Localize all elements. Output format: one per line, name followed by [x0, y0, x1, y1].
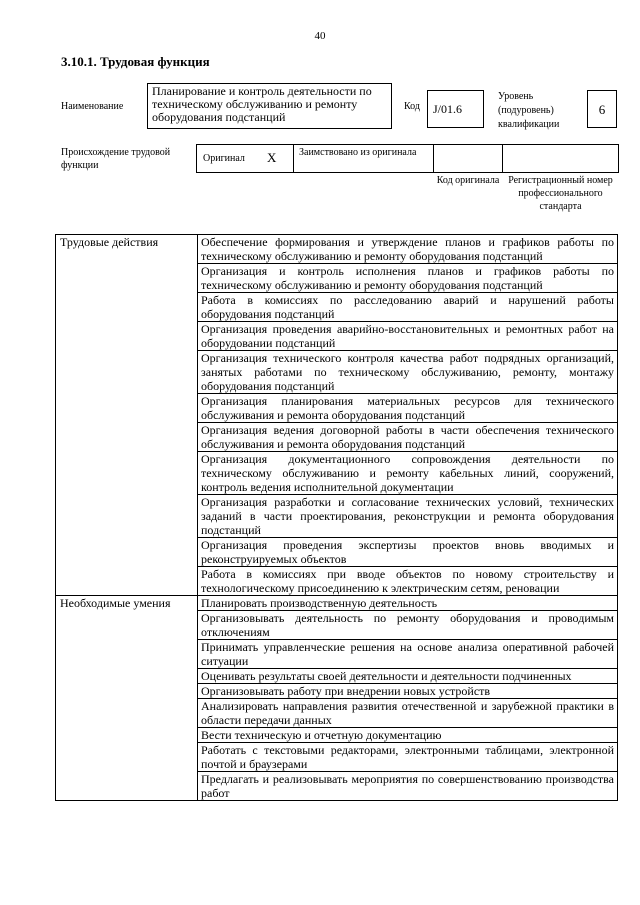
labor-action-row — [56, 235, 618, 264]
required-skill-item: Оценивать результаты своей деятельности и деятельности подчиненных — [198, 669, 618, 684]
section-title: 3.10.1. Трудовая функция — [61, 54, 210, 69]
labor-action-item: Организация проведения экспертизы проектов вновь вводимых и реконструируемых объектов — [198, 538, 618, 567]
registration-number-box — [502, 144, 619, 173]
labor-action-item: Организация планирования материальных ресурсов для технического обслуживания и ремонта оборудования подстанций — [198, 394, 618, 423]
labor-action-item: Организация проведения аварийно-восстановительных и ремонтных работ на оборудовании подстанций — [198, 322, 618, 351]
required-skill-item: Планировать производственную деятельность — [198, 596, 618, 611]
required-skill-item: Предлагать и реализовывать мероприятия по совершенствованию производства работ — [198, 772, 618, 801]
function-table — [55, 234, 618, 801]
borrowed-box: Заимствовано из оригинала — [293, 144, 434, 173]
labor-action-item: Организация технического контроля качества работ подрядных организаций, занятых работами по техническому обслуживанию, ремонту, монтажу оборудования подстанций — [198, 351, 618, 394]
original-box — [196, 144, 294, 173]
labor-action-item: Работа в комиссиях по расследованию аварий и нарушений работы оборудования подстанций — [198, 293, 618, 322]
required-skill-row — [56, 596, 618, 611]
code-label: Код — [404, 101, 420, 112]
registration-number-caption: Регистрационный номер профессионального стандарта — [508, 175, 613, 212]
labor-action-item: Обеспечение формирования и утверждение планов и графиков работы по техническому обслуживанию и ремонту оборудования подстанций — [198, 235, 618, 264]
required-skill-item: Работать с текстовыми редакторами, электронными таблицами, электронной почтой и браузерами — [198, 743, 618, 772]
qualification-level-value: 6 — [587, 90, 617, 128]
required-skill-item: Организовывать деятельность по ремонту оборудования и проводимым отключениям — [198, 611, 618, 640]
original-code-caption: Код оригинала — [436, 175, 500, 186]
name-label: Наименование — [61, 101, 124, 112]
required-skill-title: Необходимые умения — [56, 596, 198, 801]
required-skill-item: Вести техническую и отчетную документацию — [198, 728, 618, 743]
code-value: J/01.6 — [427, 90, 484, 128]
page-number: 40 — [314, 30, 326, 42]
origin-label: Происхождение трудовой функции — [61, 147, 171, 171]
required-skill-item: Организовывать работу при внедрении новых устройств — [198, 684, 618, 699]
original-mark: X — [267, 150, 277, 165]
labor-action-item: Организация разработки и согласование технических условий, технических заданий в части проектирования, реконструкции и ремонта оборудования подстанций — [198, 495, 618, 538]
level-label-line-1: Уровень — [498, 91, 534, 102]
labor-action-item: Организация ведения договорной работы в части обеспечения технического обслуживания и ремонта оборудования подстанций — [198, 423, 618, 452]
original-label: Оригинал — [203, 153, 245, 164]
function-table-body — [56, 235, 618, 801]
level-label-line-3: квалификации — [498, 119, 560, 130]
qualification-level-label — [498, 90, 559, 132]
labor-action-item: Организация документационного сопровождения деятельности по техническому обслуживанию и ремонту кабельных линий, сооружений, контроль ведения исполнительной документации — [198, 452, 618, 495]
labor-action-item: Организация и контроль исполнения планов и графиков работы по техническому обслуживанию и ремонту оборудования подстанций — [198, 264, 618, 293]
name-value: Планирование и контроль деятельности по техническому обслуживанию и ремонту оборудования подстанций — [147, 83, 392, 129]
required-skill-item: Принимать управленческие решения на основе анализа оперативной рабочей ситуации — [198, 640, 618, 669]
labor-action-title: Трудовые действия — [56, 235, 198, 596]
required-skill-item: Анализировать направления развития отечественной и зарубежной практики в области передачи данных — [198, 699, 618, 728]
labor-action-item: Работа в комиссиях при вводе объектов по новому строительству и технологическому присоединению к электрическим сетям, реновации — [198, 567, 618, 596]
original-code-box — [433, 144, 503, 173]
level-label-line-2: (подуровень) — [498, 105, 554, 116]
